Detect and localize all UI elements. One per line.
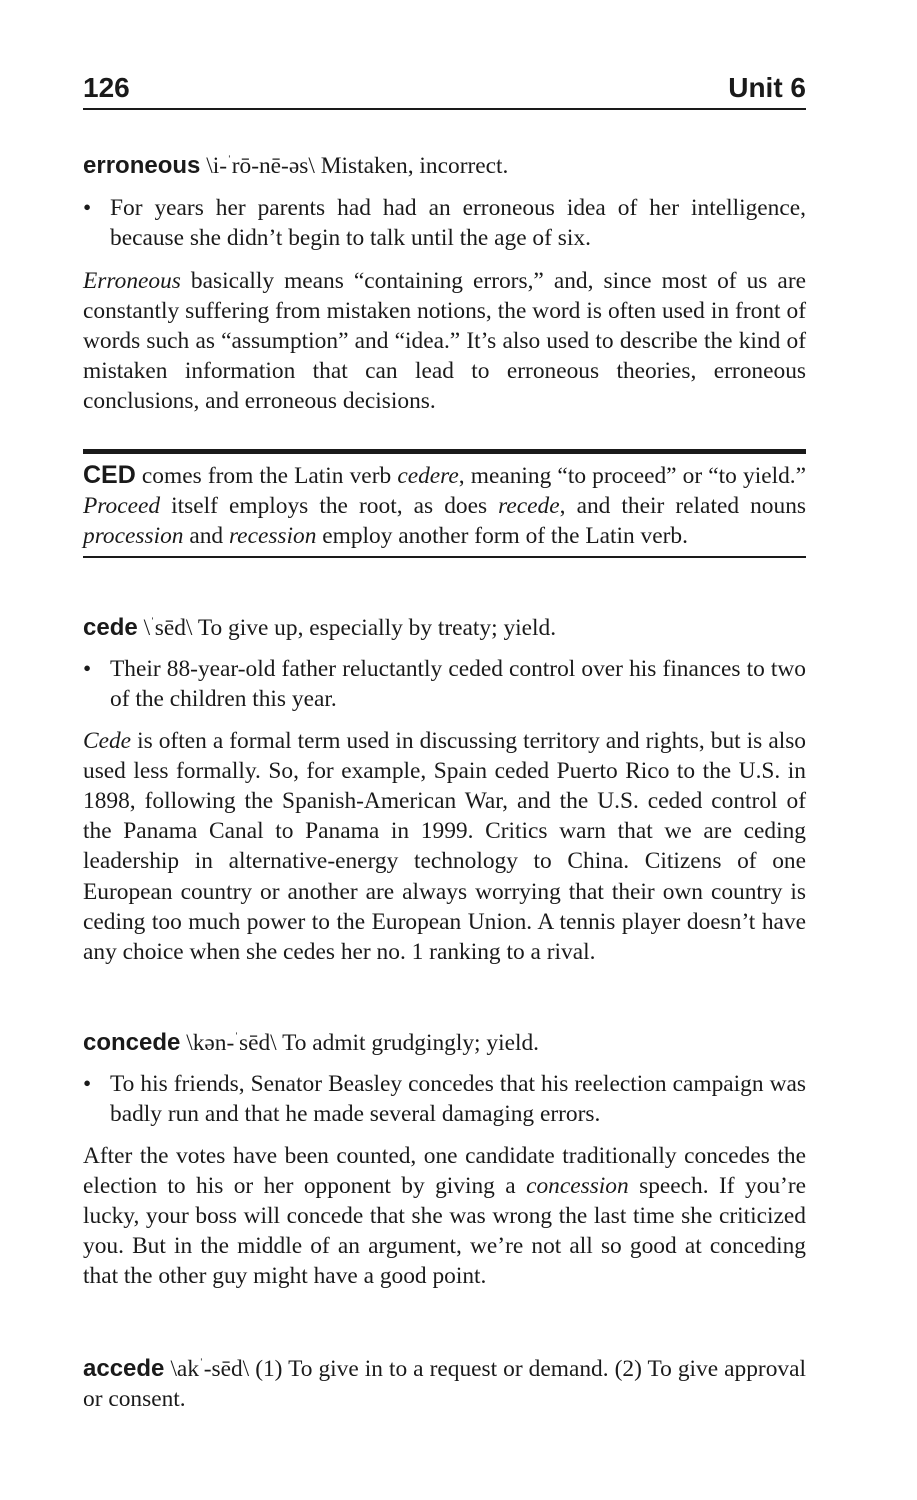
root-description: CED comes from the Latin verb cedere, meaning “to proceed” or “to yield.” Proceed itself employs the root, as does recede, and their related nouns procession and recession employ another form of the Latin verb. <box>83 461 806 550</box>
bullet-icon: • <box>83 195 92 222</box>
entry-heading <box>83 151 806 181</box>
definition: To give up, especially by treaty; yield. <box>197 615 557 641</box>
entry-concede <box>83 1028 806 1292</box>
bullet-icon: • <box>83 656 92 683</box>
root-box <box>83 449 806 558</box>
usage-note: Erroneous basically means “containing errors,” and, since most of us are constantly suffering from mistaken notions, the word is often used in front of words such as “assumption” and “idea.” It’s also used to describe the kind of mistaken information that can lead to erroneous theories, erroneous conclusions, and erroneous decisions. <box>83 267 806 415</box>
usage-note: After the votes have been counted, one candidate traditionally concedes the election to his or her opponent by giving a concession speech. If you’re lucky, your boss will concede that she was wrong the last time she criticized you. But in the middle of an argument, we’re not all so good at conceding that the other guy might have a good point. <box>83 1142 807 1290</box>
example-sentence: • For years her parents had had an erroneous idea of her intelligence, because she didn’t begin to talk until the age of six. <box>83 195 806 252</box>
headword-italic: Cede <box>83 727 132 754</box>
entry-accede <box>83 1354 806 1414</box>
root-word: CED <box>83 461 136 489</box>
headword: cede <box>83 614 138 641</box>
headword: accede <box>83 1355 165 1382</box>
entry-heading <box>83 1028 806 1058</box>
definition: Mistaken, incorrect. <box>320 153 509 179</box>
headword: erroneous <box>83 152 201 179</box>
headword: concede <box>83 1029 181 1056</box>
entry-heading <box>83 613 806 643</box>
running-header <box>83 68 806 110</box>
entry-cede <box>83 613 806 967</box>
pronunciation: $\backslash ak^ˈ-sēd\backslash$ <box>170 1356 250 1382</box>
page-number: 126 <box>83 72 130 103</box>
unit-title: Unit 6 <box>728 72 806 103</box>
definition: To admit grudgingly; yield. <box>282 1030 540 1056</box>
bullet-icon: • <box>83 1071 92 1098</box>
example-sentence: • Their 88-year-old father reluctantly ceded control over his finances to two of the children this year. <box>83 656 806 713</box>
pronunciation: \$^ˈ$sēd\ <box>143 615 193 641</box>
definition: (1) To give in to a request or demand. (2) To give approval or consent. <box>83 1356 806 1413</box>
entry-heading <box>83 1354 806 1414</box>
usage-note: Cede is often a formal term used in discussing territory and rights, but is also used less formally. So, for example, Spain ceded Puerto Rico to the U.S. in 1898, following the Spanish-American War, and the U.S. ceded control of the Panama Canal to Panama in 1999. Critics warn that we are ceding leadership in alternative-energy technology to China. Citizens of one European country or another are always worrying that their own country is ceding too much power to the European Union. A tennis player doesn’t have any choice when she cedes her no. 1 ranking to a rival. <box>83 727 806 966</box>
entry-erroneous <box>83 151 806 417</box>
pronunciation: \i-$^ˈ$rō-nē-əs\ <box>206 153 315 179</box>
example-sentence: • To his friends, Senator Beasley concedes that his reelection campaign was badly run and that he made several damaging errors. <box>83 1071 806 1128</box>
headword-italic: Erroneous <box>83 267 181 294</box>
pronunciation: \kən-$^ˈ$sēd\ <box>186 1030 277 1056</box>
